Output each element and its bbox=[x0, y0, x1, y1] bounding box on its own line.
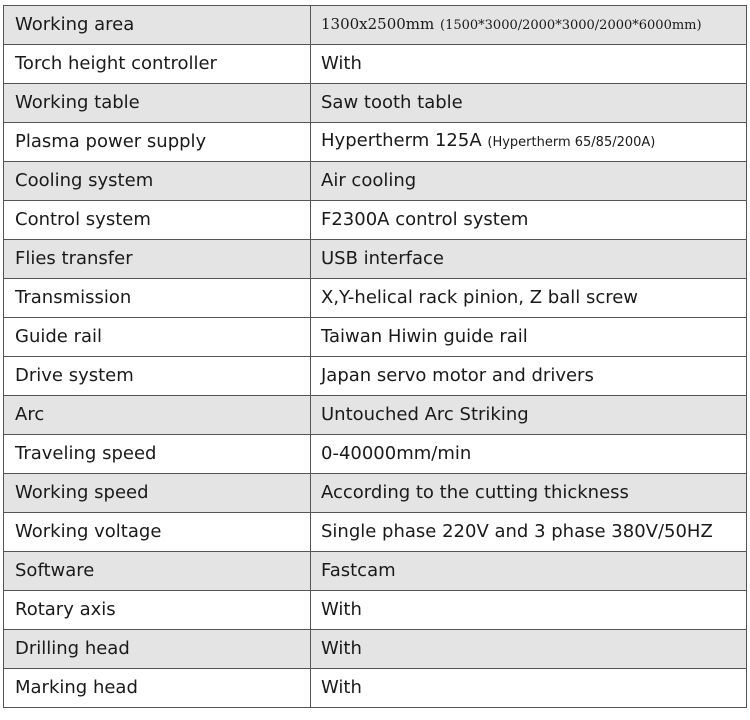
spec-label: Marking head bbox=[4, 669, 311, 708]
table-row bbox=[4, 669, 747, 708]
spec-value: F2300A control system bbox=[311, 201, 747, 240]
spec-value: Untouched Arc Striking bbox=[311, 396, 747, 435]
spec-value-note: (Hypertherm 65/85/200A) bbox=[487, 135, 656, 150]
spec-label: Working area bbox=[4, 6, 311, 45]
table-row bbox=[4, 201, 747, 240]
spec-label: Flies transfer bbox=[4, 240, 311, 279]
spec-label: Traveling speed bbox=[4, 435, 311, 474]
spec-value: Air cooling bbox=[311, 162, 747, 201]
spec-value: Fastcam bbox=[311, 552, 747, 591]
spec-value: Taiwan Hiwin guide rail bbox=[311, 318, 747, 357]
table-row bbox=[4, 357, 747, 396]
spec-value: With bbox=[311, 630, 747, 669]
spec-label: Working voltage bbox=[4, 513, 311, 552]
spec-label: Plasma power supply bbox=[4, 123, 311, 162]
table-row bbox=[4, 279, 747, 318]
spec-value: Saw tooth table bbox=[311, 84, 747, 123]
table-row bbox=[4, 474, 747, 513]
spec-label: Software bbox=[4, 552, 311, 591]
spec-label: Control system bbox=[4, 201, 311, 240]
spec-label: Transmission bbox=[4, 279, 311, 318]
spec-label: Rotary axis bbox=[4, 591, 311, 630]
table-row bbox=[4, 591, 747, 630]
spec-table bbox=[3, 5, 747, 708]
spec-value: USB interface bbox=[311, 240, 747, 279]
table-row bbox=[4, 552, 747, 591]
spec-value: 0-40000mm/min bbox=[311, 435, 747, 474]
table-row bbox=[4, 435, 747, 474]
spec-label: Guide rail bbox=[4, 318, 311, 357]
spec-label: Working table bbox=[4, 84, 311, 123]
spec-value: With bbox=[311, 669, 747, 708]
table-row bbox=[4, 84, 747, 123]
spec-value-cell bbox=[311, 6, 747, 45]
table-row bbox=[4, 630, 747, 669]
spec-value: Japan servo motor and drivers bbox=[311, 357, 747, 396]
spec-value: With bbox=[311, 591, 747, 630]
spec-value: Single phase 220V and 3 phase 380V/50HZ bbox=[311, 513, 747, 552]
spec-label: Drilling head bbox=[4, 630, 311, 669]
spec-value-cell bbox=[311, 123, 747, 162]
spec-label: Torch height controller bbox=[4, 45, 311, 84]
table-row bbox=[4, 513, 747, 552]
spec-value: According to the cutting thickness bbox=[311, 474, 747, 513]
spec-value: 1300x2500mm bbox=[321, 15, 435, 33]
spec-label: Arc bbox=[4, 396, 311, 435]
spec-label: Drive system bbox=[4, 357, 311, 396]
spec-value-note: (1500*3000/2000*3000/2000*6000mm) bbox=[440, 18, 702, 33]
spec-label: Cooling system bbox=[4, 162, 311, 201]
spec-value: X,Y-helical rack pinion, Z ball screw bbox=[311, 279, 747, 318]
spec-label: Working speed bbox=[4, 474, 311, 513]
table-row bbox=[4, 123, 747, 162]
table-row bbox=[4, 396, 747, 435]
table-row bbox=[4, 240, 747, 279]
table-row bbox=[4, 6, 747, 45]
spec-value: With bbox=[311, 45, 747, 84]
table-row bbox=[4, 318, 747, 357]
table-row bbox=[4, 45, 747, 84]
spec-value: Hypertherm 125A bbox=[321, 130, 482, 151]
table-row bbox=[4, 162, 747, 201]
